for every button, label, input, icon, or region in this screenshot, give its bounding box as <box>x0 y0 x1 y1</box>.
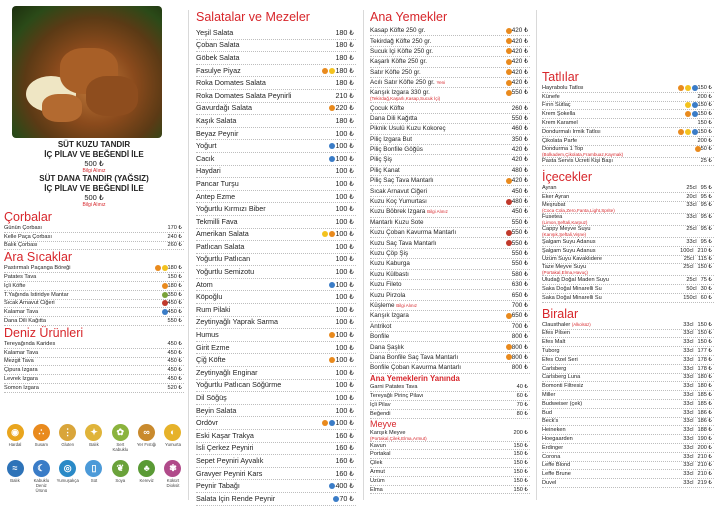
list-item: Dana Şaşlık 800 ₺ <box>370 342 530 352</box>
list-item: Çocuk Köfte 260 ₺ <box>370 103 530 113</box>
special-2-subtitle: İÇ PİLAV VE BEĞENDİ İLE <box>44 183 144 193</box>
column-separator <box>536 10 537 500</box>
list-item: Günün Çorbası 170 ₺ <box>4 224 182 231</box>
list-item: Leffe Blond 33cl 210 ₺ <box>542 462 712 469</box>
section-title-ana: Ana Yemekler <box>370 10 448 24</box>
list-item: Mantarlı Kuzu Sote 550 ₺ <box>370 218 530 228</box>
list-item: Çiğ Köfte 100 ₺ <box>196 354 356 367</box>
list-item: Roka Domates Salata Peynirli 210 ₺ <box>196 90 356 103</box>
list-item: Karışık Izgara 330 gr. 550 ₺ (Tekirdağ,Kaşarlı,Kasap,Sucuk İçi) <box>370 89 528 102</box>
list-item: Tereyağında Karides 450 ₺ <box>4 340 182 347</box>
list-item: Çikolata Parfe 200 ₺ <box>542 137 712 144</box>
list-item: Bud 33cl 186 ₺ <box>542 409 712 416</box>
section-title-corbalar: Çorbalar <box>4 210 52 224</box>
list-item: Bonfile Çoban Kavurma Mantarlı 800 ₺ <box>370 363 530 373</box>
section-title-tatlilar: Tatlılar <box>542 70 579 84</box>
list-item: Sıcak Arnavut Ciğeri 450 ₺ <box>370 186 530 196</box>
list-item: Zeytinyağlı Enginar 100 ₺ <box>196 367 356 380</box>
list-item: Kaşık Salata 180 ₺ <box>196 115 356 128</box>
list-item: Haydari 100 ₺ <box>196 166 356 179</box>
list-item: Dana Dili Kağıtta 550 ₺ <box>4 318 182 325</box>
list-item: Şalgam Suyu Adanus 33cl 95 ₺ <box>542 238 712 245</box>
list-item: Beyaz Peynir 100 ₺ <box>196 128 356 141</box>
list-item: Atom 100 ₺ <box>196 279 356 292</box>
list-item: Cacık 100 ₺ <box>196 153 356 166</box>
list-item: Amerikan Salata 100 ₺ <box>196 229 356 242</box>
list-item: Meşrubat 33cl 95 ₺ (Coca Cola,Zero,Fanta,Light,Sprite) <box>542 201 712 213</box>
list-item: Corona 33cl 210 ₺ <box>542 453 712 460</box>
list-item: Patlıcan Salata 100 ₺ <box>196 241 356 254</box>
ara-sicaklar-list <box>4 264 184 326</box>
list-item: Köpoğlu 100 ₺ <box>196 291 356 304</box>
section-title-yaninda: Ana Yemeklerin Yanında <box>370 373 460 383</box>
mustard-icon: ◉ Hardal <box>4 424 26 452</box>
list-item: Carlsberg Luna 33cl 180 ₺ <box>542 374 712 381</box>
salatalar-list <box>196 27 356 506</box>
list-item: Bonfile 800 ₺ <box>370 332 530 342</box>
list-item: Hayrabolu Tatlısı 150 ₺ <box>542 84 712 91</box>
soy-icon: ❦ Soya <box>109 460 131 493</box>
list-item: Efes Pilsen 33cl 150 ₺ <box>542 330 712 337</box>
list-item: Kuzu Koç Yumurtası 480 ₺ <box>370 197 530 207</box>
list-item: Kuzu Kaburga 550 ₺ <box>370 259 530 269</box>
list-item: Balık Çorbası 260 ₺ <box>4 242 182 249</box>
list-item: Yoğurtlu Patlıcan Söğürme 100 ₺ <box>196 380 356 393</box>
column-separator <box>363 10 364 500</box>
list-item: Elma 150 ₺ <box>370 486 528 493</box>
list-item: Dondurma 1 Top 50 ₺ (Bolkadem,Çikolata,Frambuaz,Kaymak) <box>542 145 712 157</box>
list-item: Gravyer Peyniri Kars 160 ₺ <box>196 468 356 481</box>
list-item: Mezgit Tava 450 ₺ <box>4 358 182 365</box>
list-item: Piliç Bonfile Göğüs 420 ₺ <box>370 145 530 155</box>
list-item: Portakal 150 ₺ <box>370 451 528 458</box>
sesame-icon: ∴ Susam <box>30 424 52 452</box>
list-item: Hoegaarden 33cl 190 ₺ <box>542 436 712 442</box>
list-item: Ayran 25cl 95 ₺ <box>542 185 712 192</box>
ana-list <box>370 26 530 374</box>
list-item: Sıcak Arnavut Ciğeri 450 ₺ <box>4 300 182 307</box>
list-item: Kuzu Böbrek Izgara Bilgi Alınız 450 ₺ <box>370 207 530 217</box>
list-item: Armut 150 ₺ <box>370 468 528 475</box>
special-1-price: 500 ₺ <box>84 159 104 168</box>
list-item: Piliç Kanat 480 ₺ <box>370 166 530 176</box>
list-item: Somon Izgara 520 ₺ <box>4 384 182 391</box>
list-item: Antrikot 700 ₺ <box>370 322 530 332</box>
list-item: Kuzu Külbastı 580 ₺ <box>370 270 530 280</box>
special-2-price: 500 ₺ <box>84 193 104 202</box>
list-item: Çoban Salata 180 ₺ <box>196 40 356 53</box>
column-tatlilar-icecekler <box>542 70 714 488</box>
list-item: Taze Meyve Suyu 25cl 150 ₺ (Portakal,Elma,Havuç) <box>542 264 712 276</box>
fish-icon: ✦ Balık <box>83 424 105 452</box>
peanut-icon: ∞ Yer Fıstığı <box>136 424 158 452</box>
list-item: Eski Kaşar Trakya 160 ₺ <box>196 430 356 443</box>
list-item: Girit Ezme 100 ₺ <box>196 342 356 355</box>
section-title-ara-sicaklar: Ara Sıcaklar <box>4 250 73 265</box>
list-item: Salata İçin Rende Peynir 70 ₺ <box>196 493 356 506</box>
list-item: Beğendi 80 ₺ <box>370 410 528 417</box>
list-item: Fusetea 33cl 95 ₺ (Limon,Şeftali,Karpuz) <box>542 213 712 225</box>
list-item: Pasta Servis Ücreti Kişi Başı 25 ₺ <box>542 158 712 165</box>
list-item: İçli Köfte 180 ₺ <box>4 282 182 289</box>
list-item: Dana Bonfile Saç Tava Mantarlı 800 ₺ <box>370 353 530 363</box>
tatlilar-list <box>542 84 714 166</box>
list-item: Ordövr 100 ₺ <box>196 417 356 430</box>
list-item: Efes Özel Seri 33cl 178 ₺ <box>542 356 712 363</box>
list-item: Kaşarlı Köfte 250 gr. 420 ₺ <box>370 57 530 67</box>
list-item: Pancar Turşu 100 ₺ <box>196 178 356 191</box>
mollusc-icon: ◎ Yumuşakça <box>57 460 79 493</box>
column-ana-yemekler <box>370 10 530 494</box>
list-item: Üzüm 150 ₺ <box>370 477 528 484</box>
list-item: Saka Doğal Minarelli Su 50cl 30 ₺ <box>542 286 712 293</box>
list-item: Uludağ Doğal Maden Suyu 25cl 75 ₺ <box>542 277 712 284</box>
list-item: Kuzu Fileto 630 ₺ <box>370 280 530 290</box>
list-item: Piliç Saç Tava Mantarlı 420 ₺ <box>370 176 530 186</box>
list-item: Heineken 33cl 188 ₺ <box>542 427 712 434</box>
list-item: Yeşil Salata 180 ₺ <box>196 27 356 40</box>
allergen-legend-row-1 <box>4 424 184 452</box>
list-item: Budweiser (çek) 33cl 185 ₺ <box>542 400 712 407</box>
list-item: Fırın Sütlaç 150 ₺ <box>542 102 712 109</box>
list-item: Duvel 33cl 219 ₺ <box>542 479 712 486</box>
list-item: Beyin Salata 100 ₺ <box>196 405 356 418</box>
special-2-title: SÜT DANA TANDIR (YAĞSIZ) <box>39 174 149 183</box>
list-item: Krem Şokella 150 ₺ <box>542 111 712 118</box>
list-item: Gavurdağı Salata 220 ₺ <box>196 103 356 116</box>
list-item: Miller 33cl 185 ₺ <box>542 392 712 399</box>
list-item: Zeytinyağlı Yaprak Sarma 100 ₺ <box>196 317 356 330</box>
list-item: Clausthaler (Alkolsüz) 33cl 150 ₺ <box>542 321 712 328</box>
section-title-meyve: Meyve <box>370 418 397 429</box>
list-item: Roka Domates Salata 180 ₺ <box>196 77 356 90</box>
list-item: T.Yağında İstiridye Mantar 350 ₺ <box>4 291 182 298</box>
sulphite-icon: ✾ Kükürt Dioksit <box>162 460 184 493</box>
allergen-legend-row-2 <box>4 460 184 493</box>
list-item: Künefe 200 ₺ <box>542 93 712 100</box>
list-item: Bomonti Filtresiz 33cl 180 ₺ <box>542 383 712 390</box>
list-item: Krem Karamel 150 ₺ <box>542 120 712 127</box>
list-item: Sucuk İçi Köfte 250 gr. 420 ₺ <box>370 47 530 57</box>
section-title-biralar: Biralar <box>542 306 579 321</box>
list-item: Cappy Meyve Suyu 25cl 95 ₺ (Karışık,Şeftali,Vişne) <box>542 225 712 237</box>
list-item: Satır Köfte 250 gr. 420 ₺ <box>370 68 530 78</box>
fish-icon: ≈ Balık <box>4 460 26 493</box>
list-item: Kuzu Saç Tava Mantarlı 550 ₺ <box>370 238 530 248</box>
gluten-icon: ⋮ Gluten <box>57 424 79 452</box>
list-item: Piliç Izgara But 350 ₺ <box>370 135 530 145</box>
column-specials <box>4 0 184 393</box>
list-item: Çilek 150 ₺ <box>370 460 528 467</box>
list-item: Fasulye Piyaz 180 ₺ <box>196 65 356 78</box>
section-title-icecekler: İçecekler <box>542 170 593 185</box>
list-item: Carlsberg 33cl 178 ₺ <box>542 365 712 372</box>
list-item: Şalgam Suyu Adanus 100cl 210 ₺ <box>542 247 712 254</box>
list-item: Dana Dili Kağıtta 550 ₺ <box>370 114 530 124</box>
list-item: Kelle Paça Çorbası 240 ₺ <box>4 233 182 240</box>
list-item: Karışık Meyve 200 ₺ (Portakal,Çilek,Elma,Armut) <box>370 429 528 441</box>
list-item: Beck's 33cl 186 ₺ <box>542 418 712 425</box>
list-item: Yoğurtlu Patlıcan 100 ₺ <box>196 254 356 267</box>
list-item: Eker Ayran 20cl 95 ₺ <box>542 194 712 201</box>
list-item: Tereyağlı Pirinç Pilavı 60 ₺ <box>370 393 528 400</box>
list-item: Humus 100 ₺ <box>196 329 356 342</box>
list-item: Piliç Şiş 420 ₺ <box>370 155 530 165</box>
list-item: Piknik Usulü Kuzu Kokoreç 460 ₺ <box>370 124 530 134</box>
biralar-list <box>542 321 714 488</box>
celery-icon: ♣ Kereviz <box>136 460 158 493</box>
list-item: Garni Patates Tava 40 ₺ <box>370 384 528 391</box>
column-separator <box>188 10 189 500</box>
list-item: Antep Ezme 100 ₺ <box>196 191 356 204</box>
yaninda-list <box>370 384 530 419</box>
list-item: Levrek Izgara 450 ₺ <box>4 376 182 383</box>
list-item: Efes Malt 33cl 150 ₺ <box>542 339 712 346</box>
deniz-list <box>4 340 184 393</box>
column-salatalar <box>196 10 356 506</box>
list-item: Çipura Izgara 450 ₺ <box>4 367 182 374</box>
list-item: Erdinger 33cl 200 ₺ <box>542 444 712 451</box>
special-1-subtitle: İÇ PİLAV VE BEĞENDİ İLE <box>44 149 144 159</box>
list-item: Kuzu Çöp Şiş 550 ₺ <box>370 249 530 259</box>
list-item: Tuborg 33cl 177 ₺ <box>542 348 712 355</box>
list-item: Dil Söğüş 100 ₺ <box>196 392 356 405</box>
shellfish-icon: ☾ Kabuklu Deniz Ürünü <box>30 460 52 493</box>
dish-photo <box>12 6 162 138</box>
section-title-salatalar: Salatalar ve Mezeler <box>196 10 310 24</box>
list-item: İçli Pilav 70 ₺ <box>370 401 528 408</box>
list-item: Kalamar Tava 450 ₺ <box>4 349 182 356</box>
milk-icon: ▯ Süt <box>83 460 105 493</box>
list-item: Tekmilli Fava 100 ₺ <box>196 216 356 229</box>
list-item: Kalamar Tava 450 ₺ <box>4 309 182 316</box>
list-item: Kasap Köfte 250 gr. 420 ₺ <box>370 26 530 36</box>
list-item: Pastırmalı Paçanga Böreği 180 ₺ <box>4 265 182 272</box>
nut-icon: ✿ Sert Kabuklu <box>109 424 131 452</box>
list-item: Acılı Satır Köfte 250 gr. Yeni 420 ₺ <box>370 78 530 88</box>
meyve-list <box>370 430 530 495</box>
list-item: Kuzu Pirzola 650 ₺ <box>370 290 530 300</box>
list-item: Tekirdağ Köfte 250 gr. 420 ₺ <box>370 36 530 46</box>
list-item: Kavun 150 ₺ <box>370 442 528 449</box>
special-1-title: SÜT KUZU TANDIR <box>57 140 131 149</box>
list-item: Karışık Izgara 650 ₺ <box>370 311 530 321</box>
list-item: Yoğurtlu Kırmızı Biber 100 ₺ <box>196 203 356 216</box>
corbalar-list <box>4 224 184 250</box>
list-item: Leffe Brune 33cl 210 ₺ <box>542 471 712 478</box>
list-item: Dondurmalı İrmik Tatlısı 150 ₺ <box>542 128 712 135</box>
list-item: Sepet Peyniri Ayvalık 160 ₺ <box>196 455 356 468</box>
special-1-note: Bilgi Alınız <box>82 168 106 174</box>
list-item: Saka Doğal Minarelli Su 150cl 60 ₺ <box>542 294 712 301</box>
list-item: Üzüm Suyu Kavaklıdere 25cl 115 ₺ <box>542 256 712 263</box>
list-item: Yoğurtlu Semizotu 100 ₺ <box>196 266 356 279</box>
section-title-deniz: Deniz Ürünleri <box>4 325 84 340</box>
list-item: Patates Tava 150 ₺ <box>4 274 182 281</box>
list-item: İsli Çerkez Peyniri 160 ₺ <box>196 443 356 456</box>
list-item: Göbek Salata 180 ₺ <box>196 52 356 65</box>
list-item: Küşleme Bilgi Alınız 700 ₺ <box>370 301 530 311</box>
special-2-note: Bilgi Alınız <box>82 202 106 208</box>
list-item: Rum Pilaki 100 ₺ <box>196 304 356 317</box>
list-item: Yoğurt 100 ₺ <box>196 140 356 153</box>
list-item: Peynir Tabağı 400 ₺ <box>196 480 356 493</box>
list-item: Kuzu Çoban Kavurma Mantarlı 550 ₺ <box>370 228 530 238</box>
icecekler-list <box>542 184 714 302</box>
egg-icon: ◐ Yumurta <box>162 424 184 452</box>
